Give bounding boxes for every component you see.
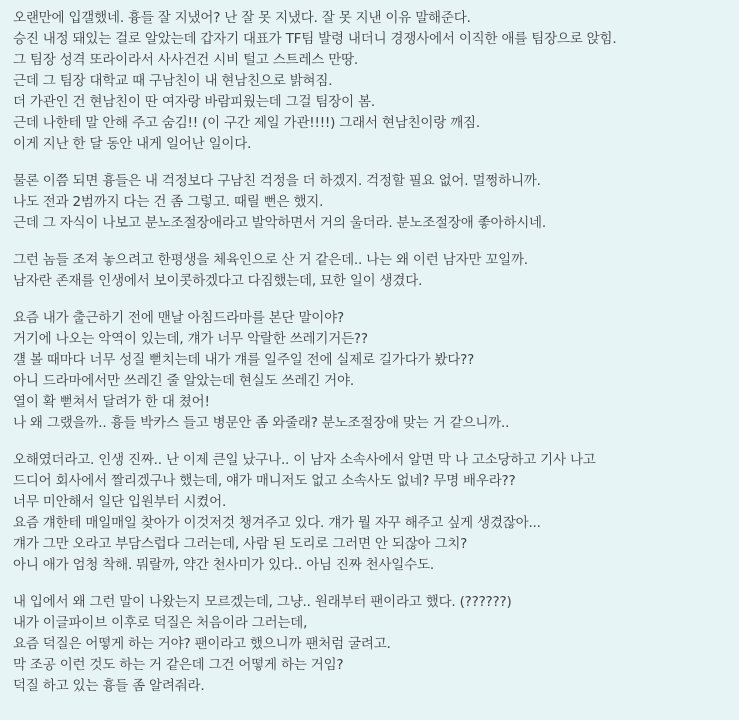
paragraph (13, 450, 739, 576)
paragraph (13, 171, 739, 234)
text-line: 너무 미안해서 일단 입원부터 시켰어. (13, 494, 227, 510)
text-line: 걜 볼 때마다 너무 성질 뻗치는데 내가 걔를 일주일 전에 실제로 길가다가 봤다?? (13, 352, 475, 368)
text-line: 근데 그 팀장 대학교 때 구남친이 내 현남친으로 밝혀짐. (13, 73, 333, 89)
paragraph (13, 250, 739, 292)
text-line: 아니 드라마에서만 쓰레긴 줄 알았는데 현실도 쓰레긴 거야. (13, 373, 354, 389)
text-line: 근데 그 자식이 나보고 분노조절장애라고 발악하면서 거의 울더라. 분노조절장애 좋아하시네. (13, 215, 546, 231)
text-line: 열이 확 뻗쳐서 달려가 한 대 쳤어! (13, 394, 210, 410)
text-line: 걔가 그만 오라고 부담스럽다 그러는데, 사람 된 도리로 그러면 안 되잖아 그치? (13, 536, 468, 552)
text-line: 오해였더라고. 인생 진짜.. 난 이제 큰일 났구나.. 이 남자 소속사에서 알면 막 나 고소당하고 기사 나고 (13, 452, 596, 468)
paragraph (13, 592, 739, 697)
text-line: 남자란 존재를 인생에서 보이콧하겠다고 다짐했는데, 묘한 일이 생겼다. (13, 273, 423, 289)
text-line: 아니 애가 엄청 착해. 뭐랄까, 약간 천사미가 있다.. 아님 진짜 천사일수도. (13, 557, 434, 573)
text-line: 그런 놈들 조져 놓으려고 한평생을 체육인으로 산 거 같은데.. 나는 왜 이런 남자만 꼬일까. (13, 252, 528, 268)
text-line: 이게 지난 한 달 동안 내게 일어난 일이다. (13, 136, 252, 152)
paragraph (13, 308, 739, 434)
text-line: 근데 나한테 말 안해 주고 숨김!! (이 구간 제일 가관!!!!) 그래서 현남친이랑 깨짐. (13, 115, 480, 131)
text-line: 오랜만에 입갤했네. 흉들 잘 지냈어? 난 잘 못 지냈다. 잘 못 지낸 이유 말해준다. (13, 10, 471, 26)
text-line: 막 조공 이런 것도 하는 거 같은데 그건 어떻게 하는 거임? (13, 657, 344, 673)
text-line: 내 입에서 왜 그런 말이 나왔는지 모르겠는데, 그냥.. 원래부터 팬이라고 했다. (??????) (13, 594, 512, 610)
text-line: 요즘 걔한테 매일매일 찾아가 이것저것 챙겨주고 있다. 걔가 뭘 자꾸 해주고 싶게 생겼잖아... (13, 515, 541, 531)
text-line: 덕질 하고 있는 흉들 좀 알려줘라. (13, 678, 205, 694)
text-line: 나도 전과 2범까지 다는 건 좀 그렇고. 때릴 뻔은 했지. (13, 194, 324, 210)
text-line: 요즘 덕질은 어떻게 하는 거야? 팬이라고 했으니까 팬처럼 굴려고. (13, 636, 391, 652)
text-line: 나 왜 그랬을까.. 흉들 박카스 들고 병문안 좀 와줄래? 분노조절장애 맞는 거 같으니까.. (13, 415, 510, 431)
text-line: 물론 이쯤 되면 흉들은 내 걱정보다 구남친 걱정을 더 하겠지. 걱정할 필요 없어. 멀쩡하니까. (13, 173, 541, 189)
text-line: 드디어 회사에서 짤리겠구나 했는데, 얘가 매니저도 없고 소속사도 없네? 무명 배우라?? (13, 473, 516, 489)
text-line: 요즘 내가 출근하기 전에 맨날 아침드라마를 본단 말이야? (13, 310, 344, 326)
text-line: 그 팀장 성격 또라이라서 사사건건 시비 털고 스트레스 만땅. (13, 52, 359, 68)
text-line: 내가 이글파이브 이후로 덕질은 처음이라 그러는데, (13, 615, 308, 631)
paragraph (13, 8, 739, 155)
text-line: 거기에 나오는 악역이 있는데, 걔가 너무 악랄한 쓰레기거든?? (13, 331, 368, 347)
text-line: 더 가관인 건 현남친이 딴 여자랑 바람피웠는데 그걸 팀장이 봄. (13, 94, 375, 110)
text-line: 승진 내정 돼있는 걸로 알았는데 갑자기 대표가 TF팀 발령 내더니 경쟁사에서 이직한 애를 팀장으로 앉힘. (13, 31, 617, 47)
